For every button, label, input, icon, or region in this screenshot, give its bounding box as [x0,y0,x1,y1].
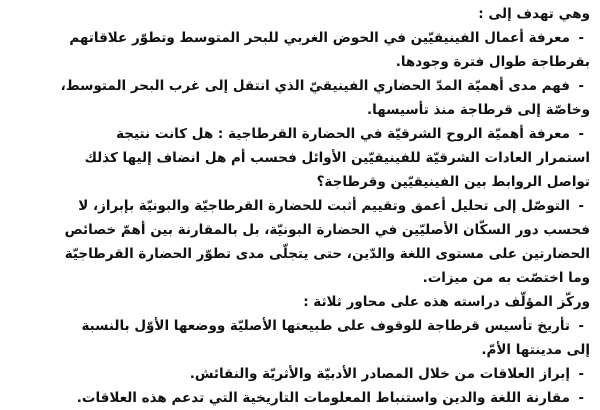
bullet-marker: - [578,390,584,406]
axis-1-line-1: -تأريخ تأسيس قرطاجة للوقوف على طبيعتها الأصليّة ووضعها الأوّل بالنسبة [8,314,590,338]
objective-1 [8,26,590,74]
objective-4-line-4: وما اختصّت به من ميزات. [422,270,590,286]
bullet-marker: - [578,78,584,94]
objective-2 [8,74,590,122]
bullet-marker: - [578,198,584,214]
axes-intro-text: وركّز المؤلّف دراسته هذه على محاور ثلاثة : [303,294,590,310]
bullet-marker: - [578,126,584,142]
bullet-marker: - [578,366,584,382]
axis-2 [8,362,590,386]
objective-4-line-1: -التوصّل إلى تحليل أعمق وتقييم أثبت للحضارة القرطاجيّة والبونيّة بإبراز، لا [8,194,590,218]
intro-text: وهي تهدف إلى : [478,6,590,22]
bullet-marker: - [578,30,584,46]
axis-2-line-1: -إبراز العلاقات من خلال المصادر الأدبيّة والأثريّة والنقائش. [8,362,590,386]
axis-3-line-1: -مقارنة اللغة والدين واستنباط المعلومات التاريخية التي تدعم هذه العلاقات. [8,386,590,410]
objective-1-line-1: -معرفة أعمال الفينيقيّين في الحوض الغربي للبحر المتوسط وتطوّر علاقاتهم [8,26,590,50]
objective-3-line-1: -معرفة أهميّة الروح الشرقيّة في الحضارة القرطاجية : هل كانت نتيجة [8,122,590,146]
objective-3-line-3: تواصل الروابط بين الفينيقيّين وقرطاجة؟ [316,174,590,190]
objective-2-line-2: وخاصّة إلى قرطاجة منذ تأسيسها. [367,102,590,118]
objective-4-line-2: فحسب دور السكّان الأصليّين في الحضارة البونيّة، بل بالمقارنة بين أهمّ خصائص [64,222,590,238]
axis-3 [8,386,590,410]
objective-2-line-1: -فهم مدى أهميّة المدّ الحضاري الفينيقيّ الذي انتقل إلى غرب البحر المتوسط، [8,74,590,98]
objective-3 [8,122,590,194]
axis-1-line-2: إلى مدينتها الأمّ. [481,342,590,358]
objective-1-line-2: بقرطاجة طوال فترة وجودها. [395,54,590,70]
bullet-marker: - [578,318,584,334]
objective-3-line-2: استمرار العادات الشرقيّة للفينيقيّين الأوائل فحسب أم هل انضاف إليها كذلك [84,150,590,166]
axis-1 [8,314,590,362]
objective-4-line-3: الحضارتين على مستوى اللغة والدّين، حتى يتجلّى مدى تطوّر الحضارة القرطاجيّة [64,246,590,262]
objective-4 [8,194,590,290]
